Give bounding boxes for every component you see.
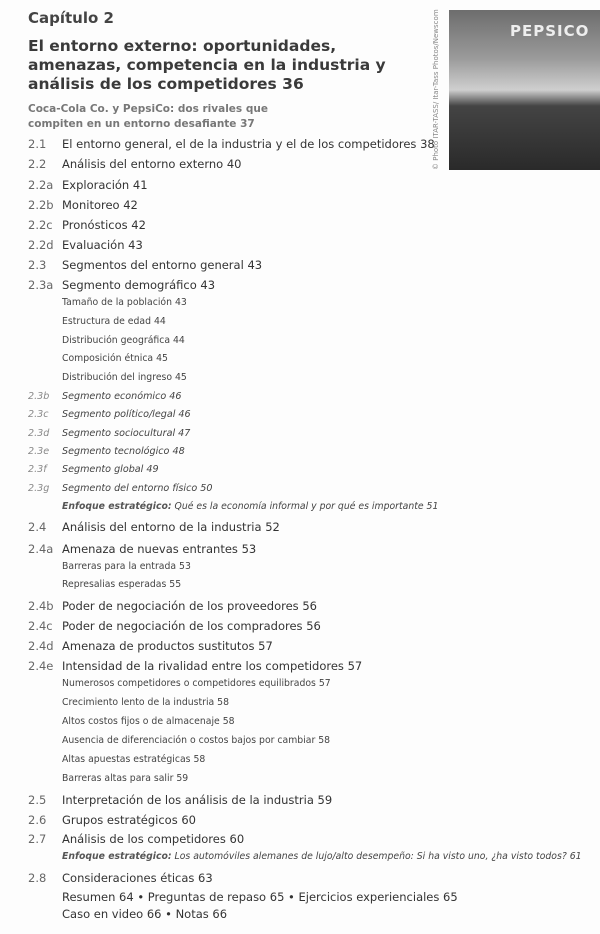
entry-text: Segmento tecnológico 48 <box>62 446 185 457</box>
entry-text: Segmento global 49 <box>62 464 159 475</box>
entry-text: Represalias esperadas 55 <box>62 579 182 590</box>
toc-entry <box>28 619 321 633</box>
section-number: 2.2b <box>28 198 54 212</box>
section-number: 2.4b <box>28 599 54 613</box>
entry-text: El entorno general, el de la industria y el de los competidores 38 <box>62 137 435 151</box>
entry-text: Numerosos competidores o competidores equilibrados 57 <box>62 678 331 689</box>
toc-entry <box>28 335 185 346</box>
section-number: 2.3e <box>28 446 50 457</box>
section-number: 2.3g <box>28 483 50 494</box>
entry-text: Segmento político/legal 46 <box>62 409 191 420</box>
section-number: 2.1 <box>28 137 47 151</box>
section-number: 2.7 <box>28 832 47 846</box>
entry-text: Ausencia de diferenciación o costos bajos por cambiar 58 <box>62 735 331 746</box>
section-number: 2.2c <box>28 218 53 232</box>
entry-text: Altas apuestas estratégicas 58 <box>62 754 206 765</box>
toc-entry <box>28 428 190 439</box>
toc-entry <box>28 198 138 212</box>
toc-entry <box>28 501 438 512</box>
toc-entry <box>28 890 458 904</box>
opening-case-line: compiten en un entorno desafiante 37 <box>28 118 255 130</box>
toc-entry <box>28 851 582 862</box>
section-number: 2.3 <box>28 258 47 272</box>
feature-label: Enfoque estratégico: <box>62 851 172 862</box>
toc-entry <box>28 871 213 885</box>
section-number: 2.3d <box>28 428 50 439</box>
toc-entry <box>28 697 229 708</box>
opening-case <box>28 102 268 132</box>
entry-text: Consideraciones éticas 63 <box>62 871 213 885</box>
section-number: 2.4 <box>28 520 47 534</box>
entry-text: Intensidad de la rivalidad entre los competidores 57 <box>62 659 363 673</box>
entry-text: Segmento del entorno físico 50 <box>62 483 213 494</box>
entry-text: Análisis del entorno de la industria 52 <box>62 520 280 534</box>
entry-text: Crecimiento lento de la industria 58 <box>62 697 230 708</box>
entry-text: Grupos estratégicos 60 <box>62 813 196 827</box>
toc-entry <box>28 542 256 556</box>
photo-credit: © Photo ITAR-TASS/ Itar-Tass Photos/Newscom <box>432 9 440 170</box>
chapter-title: El entorno externo: oportunidades, amenazas, competencia en la industria y análisis de los competidores 36 <box>28 37 386 93</box>
toc-entry <box>28 218 146 232</box>
section-number: 2.3a <box>28 278 54 292</box>
entry-text: Análisis de los competidores 60 <box>62 832 245 846</box>
entry-text: Segmento económico 46 <box>62 391 182 402</box>
toc-entry <box>28 391 182 402</box>
chapter-label: Capítulo 2 <box>28 9 114 27</box>
section-number: 2.8 <box>28 871 47 885</box>
entry-text: Monitoreo 42 <box>62 198 138 212</box>
entry-text: Amenaza de productos sustitutos 57 <box>62 639 273 653</box>
toc-entry <box>28 178 148 192</box>
entry-text: Poder de negociación de los compradores 56 <box>62 619 321 633</box>
entry-text: Análisis del entorno externo 40 <box>62 157 242 171</box>
toc-entry <box>28 793 332 807</box>
toc-entry <box>28 278 215 292</box>
section-number: 2.4c <box>28 619 53 633</box>
entry-text: Segmentos del entorno general 43 <box>62 258 263 272</box>
section-number: 2.4e <box>28 659 54 673</box>
toc-entry <box>28 579 181 590</box>
toc-entry <box>28 639 273 653</box>
entry-text: Poder de negociación de los proveedores 56 <box>62 599 317 613</box>
photo-logo: PEPSICO <box>510 22 590 40</box>
section-number: 2.6 <box>28 813 47 827</box>
toc-entry <box>28 372 187 383</box>
section-number: 2.2 <box>28 157 47 171</box>
toc-entry <box>28 735 330 746</box>
entry-text: Qué es la economía informal y por qué es importante 51 <box>171 501 439 512</box>
entry-text: Resumen 64 • Preguntas de repaso 65 • Ejercicios experienciales 65 <box>62 890 458 904</box>
toc-entry <box>28 297 187 308</box>
toc-entry <box>28 716 235 727</box>
entry-text: Exploración 41 <box>62 178 148 192</box>
toc-entry <box>28 464 159 475</box>
toc-entry <box>28 157 241 171</box>
chapter-photo <box>449 10 600 170</box>
section-number: 2.2a <box>28 178 54 192</box>
toc-entry <box>28 599 317 613</box>
entry-text: Barreras para la entrada 53 <box>62 561 191 572</box>
toc-entry <box>28 353 168 364</box>
entry-text: Segmento sociocultural 47 <box>62 428 191 439</box>
entry-text: Amenaza de nuevas entrantes 53 <box>62 542 257 556</box>
entry-text: Segmento demográfico 43 <box>62 278 216 292</box>
section-number: 2.4a <box>28 542 54 556</box>
toc-entry <box>28 483 212 494</box>
toc-entry <box>28 561 191 572</box>
entry-text: Altos costos fijos o de almacenaje 58 <box>62 716 235 727</box>
toc-entry <box>28 832 244 846</box>
toc-entry <box>28 907 227 921</box>
toc-entry <box>28 520 280 534</box>
section-number: 2.4d <box>28 639 54 653</box>
section-number: 2.3f <box>28 464 47 475</box>
toc-entry <box>28 659 362 673</box>
opening-case-line: Coca-Cola Co. y PepsiCo: dos rivales que <box>28 103 268 115</box>
toc-entry <box>28 137 435 151</box>
section-number: 2.5 <box>28 793 47 807</box>
entry-text: Estructura de edad 44 <box>62 316 166 327</box>
section-number: 2.2d <box>28 238 54 252</box>
toc-entry <box>28 446 185 457</box>
entry-text: Evaluación 43 <box>62 238 143 252</box>
section-number: 2.3b <box>28 391 50 402</box>
entry-text: Interpretación de los análisis de la industria 59 <box>62 793 333 807</box>
entry-text: Distribución del ingreso 45 <box>62 372 187 383</box>
entry-text: Distribución geográfica 44 <box>62 335 185 346</box>
feature-label: Enfoque estratégico: <box>62 501 172 512</box>
entry-text: Tamaño de la población 43 <box>62 297 187 308</box>
toc-entry <box>28 409 191 420</box>
entry-text: Los automóviles alemanes de lujo/alto desempeño: Si ha visto uno, ¿ha visto todos? 61 <box>171 851 582 862</box>
toc-entry <box>28 773 188 784</box>
toc-entry <box>28 754 205 765</box>
entry-text: Pronósticos 42 <box>62 218 146 232</box>
toc-entry <box>28 678 331 689</box>
entry-text: Barreras altas para salir 59 <box>62 773 189 784</box>
toc-entry <box>28 813 196 827</box>
toc-entry <box>28 238 143 252</box>
entry-text: Caso en video 66 • Notas 66 <box>62 907 228 921</box>
entry-text: Composición étnica 45 <box>62 353 168 364</box>
toc-entry <box>28 258 262 272</box>
section-number: 2.3c <box>28 409 49 420</box>
toc-entry <box>28 316 166 327</box>
